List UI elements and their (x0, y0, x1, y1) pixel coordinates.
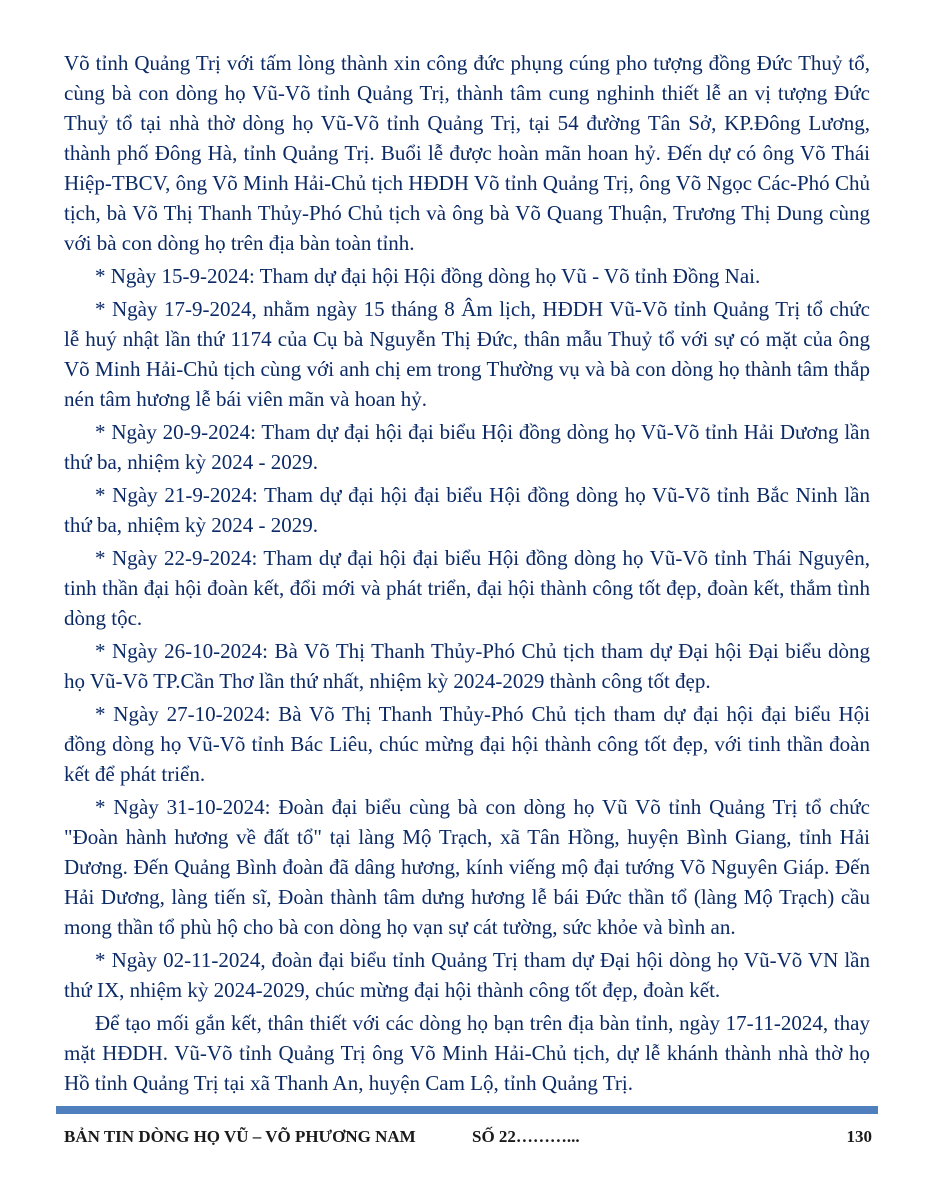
paragraph-event-27-10: * Ngày 27-10-2024: Bà Võ Thị Thanh Thủy-Phó Chủ tịch tham dự đại hội đại biểu Hội đồng dòng họ Vũ-Võ tỉnh Bác Liêu, chúc mừng đại hội thành công tốt đẹp, với tinh thần đoàn kết để phát triển. (64, 702, 870, 786)
footer-publication-title: BẢN TIN DÒNG HỌ VŨ – VÕ PHƯƠNG NAM (64, 1127, 416, 1146)
paragraph-event-02-11: * Ngày 02-11-2024, đoàn đại biểu tỉnh Quảng Trị tham dự Đại hội dòng họ Vũ-Võ VN lần thứ IX, nhiệm kỳ 2024-2029, chúc mừng đại hội thành công tốt đẹp, đoàn kết. (64, 948, 870, 1002)
paragraph-event-26-10: * Ngày 26-10-2024: Bà Võ Thị Thanh Thủy-Phó Chủ tịch tham dự Đại hội Đại biểu dòng họ Vũ-Võ TP.Cần Thơ lần thứ nhất, nhiệm kỳ 2024-2029 thành công tốt đẹp. (64, 639, 870, 693)
paragraph-event-22-9: * Ngày 22-9-2024: Tham dự đại hội đại biểu Hội đồng dòng họ Vũ-Võ tỉnh Thái Nguyên, tinh thần đại hội đoàn kết, đổi mới và phát triển, đại hội thành công tốt đẹp, đoàn kết, thắm tình dòng tộc. (64, 546, 870, 630)
article-body (64, 48, 870, 1101)
paragraph-event-15-9: * Ngày 15-9-2024: Tham dự đại hội Hội đồng dòng họ Vũ - Võ tỉnh Đồng Nai. (95, 264, 761, 288)
footer-issue-number: SỐ 22………... (472, 1127, 580, 1146)
paragraph-event-20-9: * Ngày 20-9-2024: Tham dự đại hội đại biểu Hội đồng dòng họ Vũ-Võ tỉnh Hải Dương lần thứ ba, nhiệm kỳ 2024 - 2029. (64, 420, 870, 474)
footer-divider (56, 1106, 878, 1114)
footer-page-number: 130 (846, 1127, 872, 1146)
paragraph-event-17-9: * Ngày 17-9-2024, nhằm ngày 15 tháng 8 Âm lịch, HĐDH Vũ-Võ tỉnh Quảng Trị tổ chức lễ huý nhật lần thứ 1174 của Cụ bà Nguyễn Thị Đức, thân mẫu Thuỷ tổ với sự có mặt của ông Võ Minh Hải-Chủ tịch cùng với anh chị em trong Thường vụ và bà con dòng họ thành tâm thắp nén tâm hương lễ bái viên mãn và hoan hỷ. (64, 297, 870, 411)
paragraph-event-31-10: * Ngày 31-10-2024: Đoàn đại biểu cùng bà con dòng họ Vũ Võ tỉnh Quảng Trị tổ chức "Đoàn hành hương về đất tổ" tại làng Mộ Trạch, xã Tân Hồng, huyện Bình Giang, tỉnh Hải Dương. Đến Quảng Bình đoàn đã dâng hương, kính viếng mộ đại tướng Võ Nguyên Giáp. Đến Hải Dương, làng tiến sĩ, Đoàn thành tâm dưng hương lễ bái Đức thần tổ (làng Mộ Trạch) cầu mong thần tổ phù hộ cho bà con dòng họ vạn sự cát tường, sức khỏe và bình an. (64, 795, 870, 939)
paragraph-continuation: Võ tỉnh Quảng Trị với tấm lòng thành xin công đức phụng cúng pho tượng đồng Đức Thuỷ tổ, cùng bà con dòng họ Vũ-Võ tỉnh Quảng Trị, thành tâm cung nghinh thiết lễ an vị tượng Đức Thuỷ tổ tại nhà thờ dòng họ Vũ-Võ tỉnh Quảng Trị, tại 54 đường Tân Sở, KP.Đông Lương, thành phố Đông Hà, tỉnh Quảng Trị. Buổi lễ được hoàn mãn hoan hỷ. Đến dự có ông Võ Thái Hiệp-TBCV, ông Võ Minh Hải-Chủ tịch HĐDH Võ tỉnh Quảng Trị, ông Võ Ngọc Các-Phó Chủ tịch, bà Võ Thị Thanh Thủy-Phó Chủ tịch và ông bà Võ Quang Thuận, Trương Thị Dung cùng với bà con dòng họ trên địa bàn toàn tỉnh. (64, 51, 870, 255)
paragraph-closing: Để tạo mối gắn kết, thân thiết với các dòng họ bạn trên địa bàn tỉnh, ngày 17-11-2024, thay mặt HĐDH. Vũ-Võ tỉnh Quảng Trị ông Võ Minh Hải-Chủ tịch, dự lễ khánh thành nhà thờ họ Hồ tỉnh Quảng Trị tại xã Thanh An, huyện Cam Lộ, tỉnh Quảng Trị. (64, 1011, 870, 1095)
page-footer (64, 1127, 872, 1153)
paragraph-event-21-9: * Ngày 21-9-2024: Tham dự đại hội đại biểu Hội đồng dòng họ Vũ-Võ tỉnh Bắc Ninh lần thứ ba, nhiệm kỳ 2024 - 2029. (64, 483, 870, 537)
